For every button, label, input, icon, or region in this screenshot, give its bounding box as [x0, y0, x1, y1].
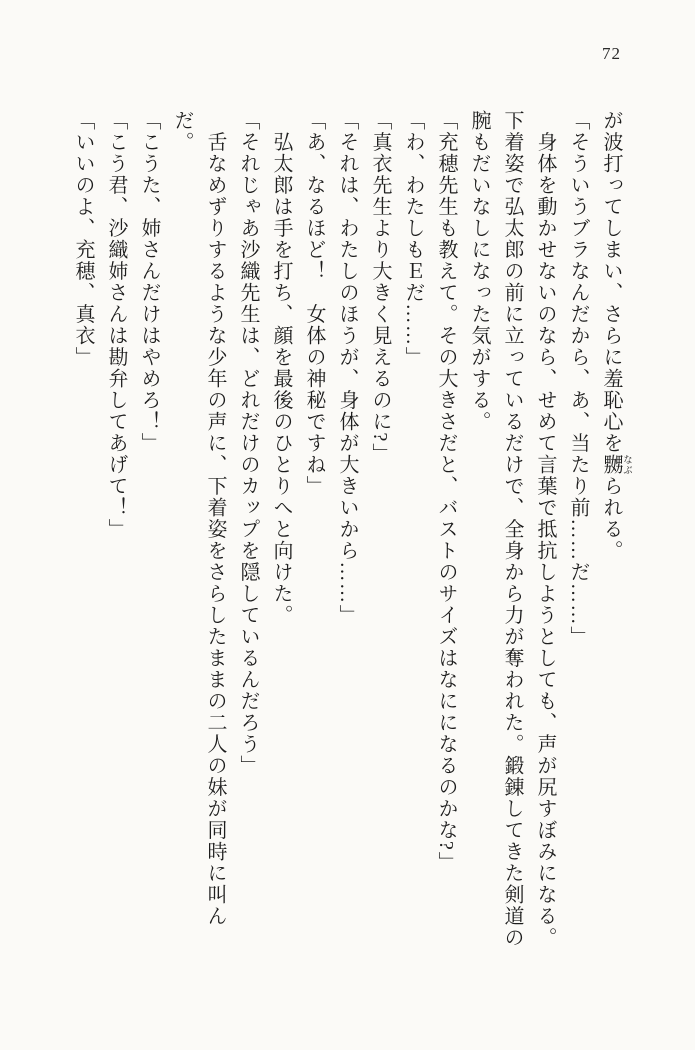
- paragraph: 舌なめずりするような少年の声に、下着姿をさらしたままの二人の妹が同時に叫んだ。: [171, 110, 226, 927]
- paragraph: 「こうた、姉さんだけはやめろ！」: [138, 110, 160, 454]
- furigana-ruby: 嬲 なぶ: [600, 454, 631, 476]
- paragraph: が波打ってしまい、さらに羞恥心を嬲 なぶられる。: [600, 110, 631, 562]
- paragraph: 「そういうブラなんだから、あ、当たり前……だ……」: [567, 110, 589, 648]
- paragraph: 「それは、わたしのほうが、身体が大きいから……」: [336, 110, 358, 626]
- paragraph: 「真衣先生より大きく見えるのに?」: [369, 110, 391, 465]
- paragraph: 「あ、なるほど！ 女体の神秘ですね」: [303, 110, 325, 497]
- paragraph: 「こう君、沙織姉さんは勘弁してあげて！」: [105, 110, 127, 540]
- paragraph: 「充穂先生も教えて。その大きさだと、バストのサイズはなにになるのかな?」: [435, 110, 457, 873]
- page-number: 72: [602, 44, 621, 63]
- paragraph: 「それじゃあ沙織先生は、どれだけのカップを隠しているんだろう」: [237, 110, 259, 777]
- paragraph: 「いいのよ、充穂、真衣」: [72, 110, 94, 368]
- paragraph: 弘太郎は手を打ち、顔を最後のひとりへと向けた。: [270, 110, 292, 626]
- paragraph: 「わ、わたしもＥだ……」: [402, 110, 424, 368]
- paragraph: 身体を動かせないのなら、せめて言葉で抵抗しようとしても、声が尻すぼみになる。下着姿で弘太郎の前に立っているだけで、全身から力が奪われた。鍛錬してきた剣道の腕もだいなしになった気がする。: [468, 110, 556, 949]
- body-text: [66, 110, 631, 955]
